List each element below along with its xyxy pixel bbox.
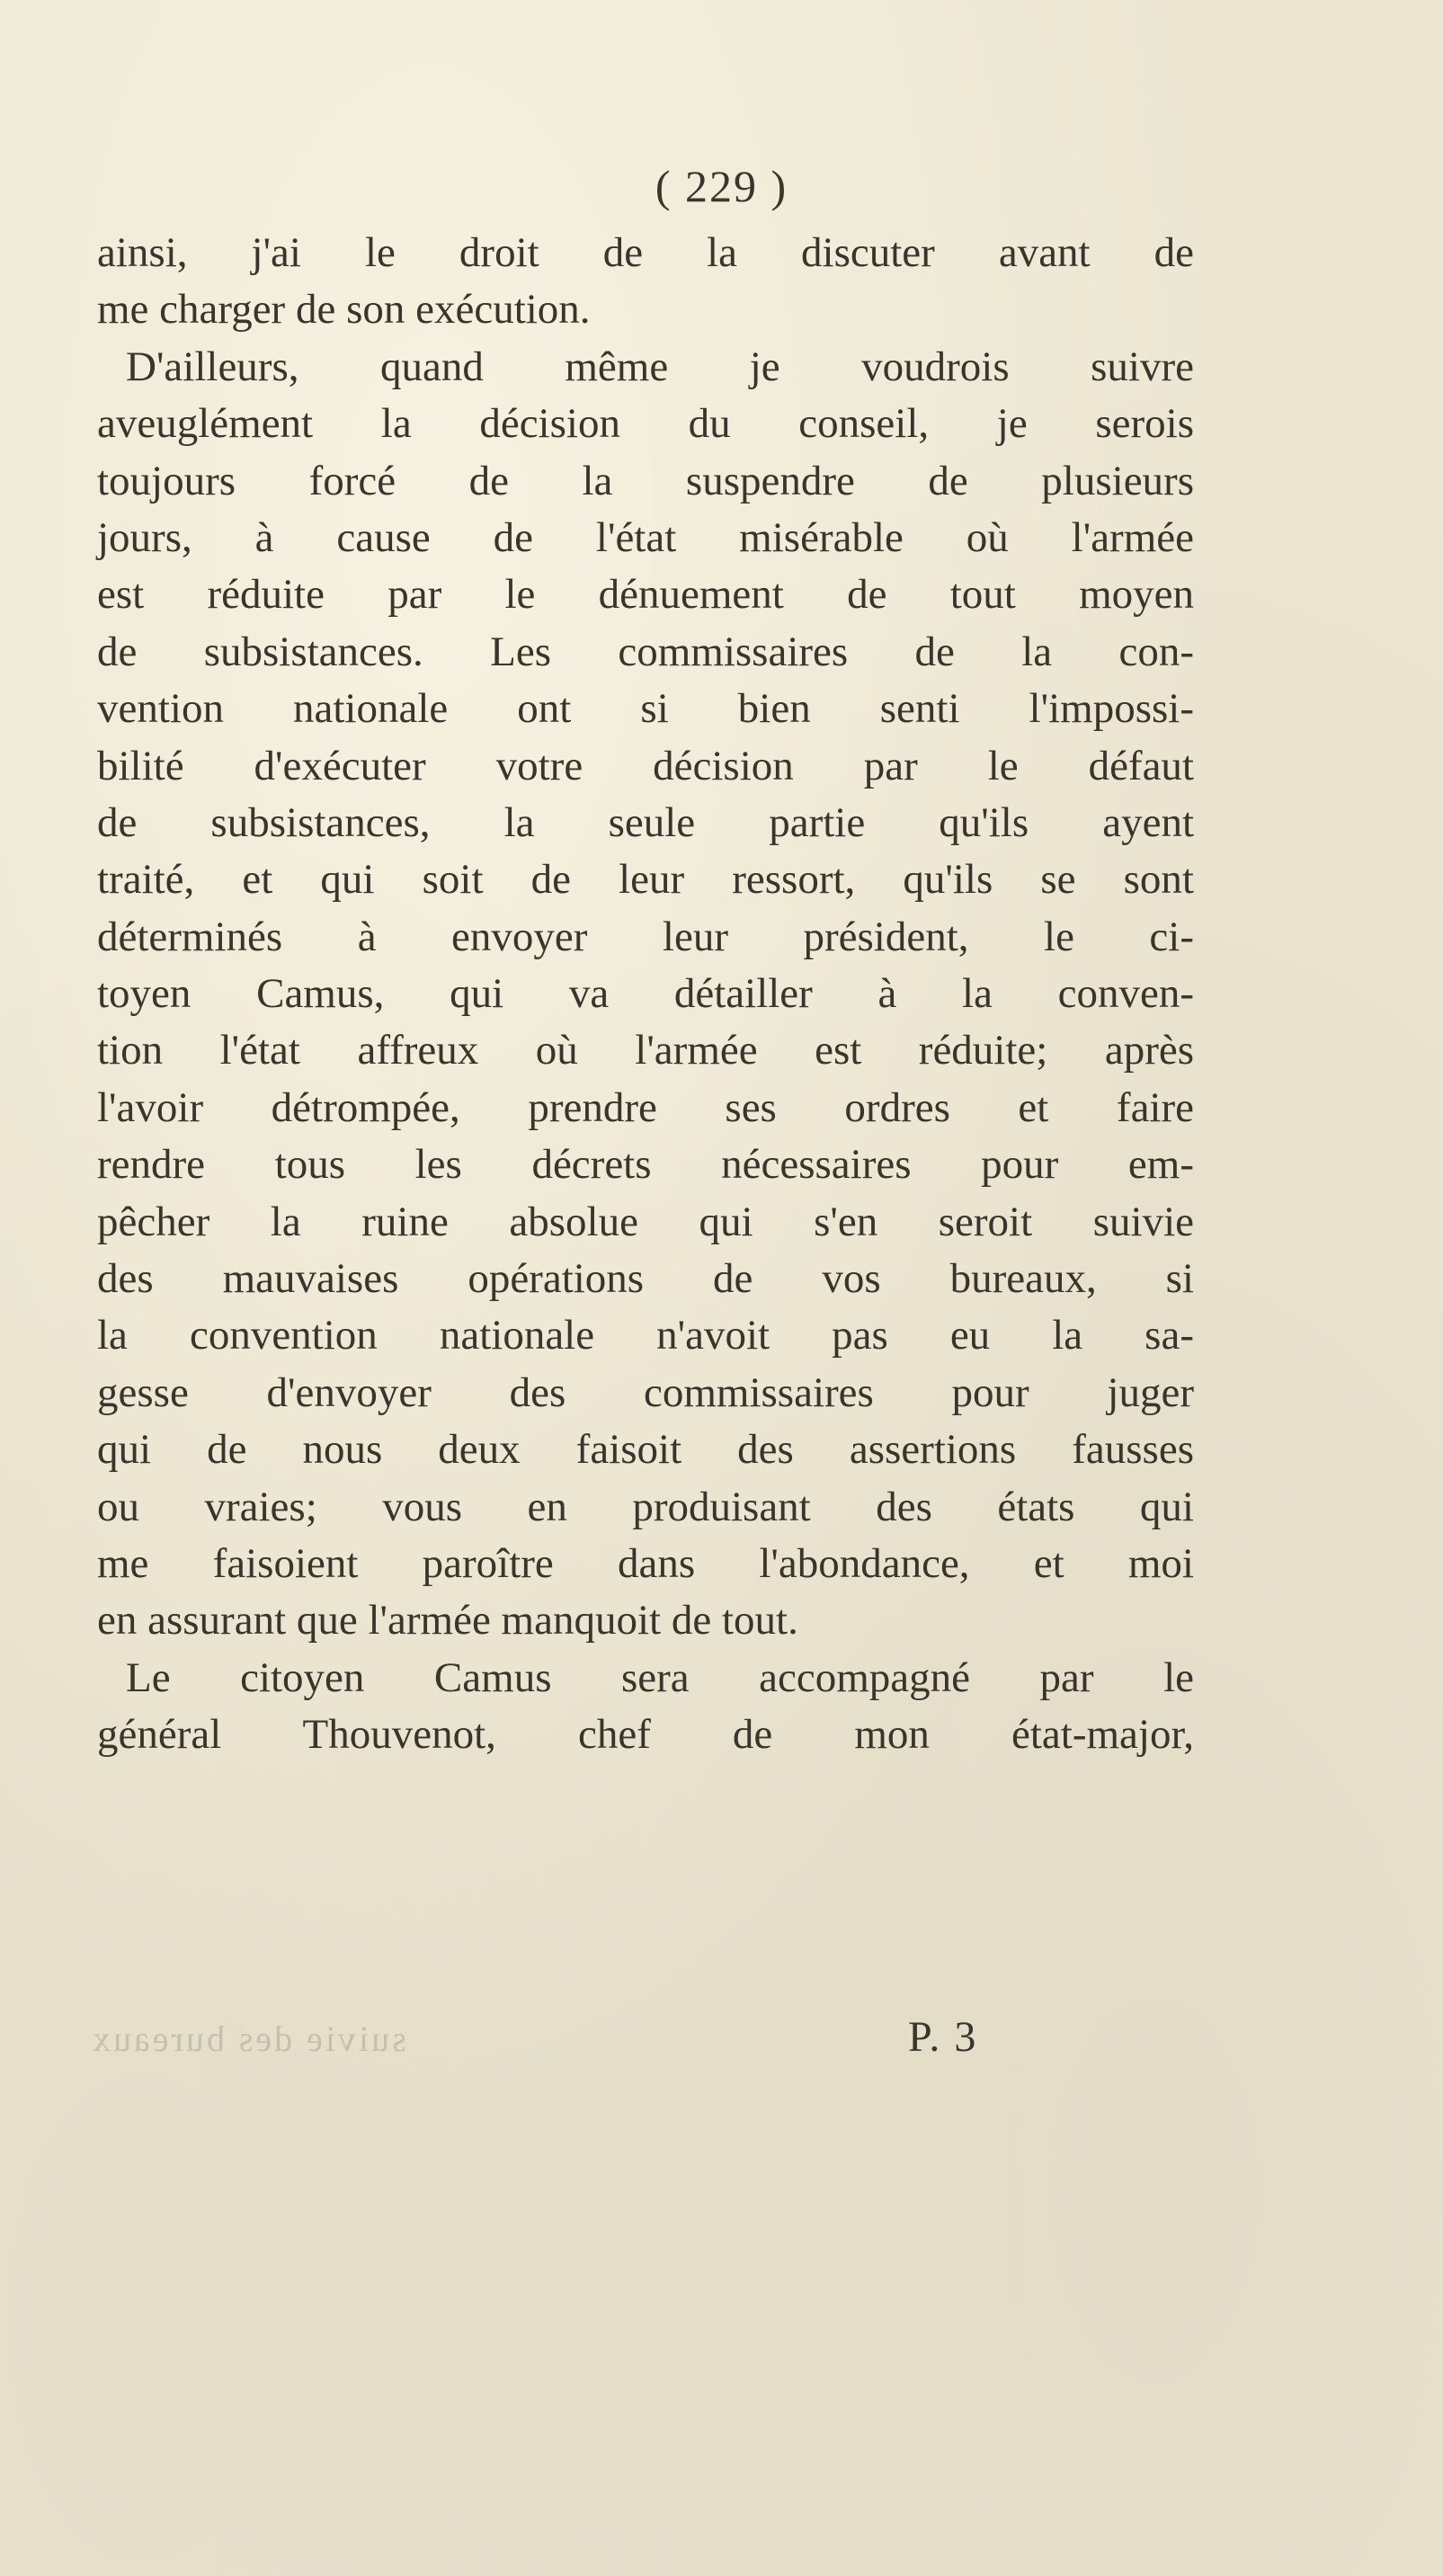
text-line: D'ailleurs, quand même je voudrois suivre (126, 343, 1194, 390)
text-line: est réduite par le dénuement de tout moyen (97, 571, 1194, 619)
text-line: l'avoir détrompée, prendre ses ordres et faire (97, 1083, 1194, 1131)
signature-mark: P. 3 (908, 2013, 978, 2061)
text-line: des mauvaises opérations de vos bureaux, si (97, 1255, 1194, 1303)
text-line: Le citoyen Camus sera accompagné par le (126, 1653, 1194, 1701)
text-line: ainsi, j'ai le droit de la discuter avant de (97, 229, 1194, 276)
text-line: gesse d'envoyer des commissaires pour juger (97, 1368, 1194, 1416)
text-line: la convention nationale n'avoit pas eu la sa- (97, 1312, 1194, 1359)
text-line: toyen Camus, qui va détailler à la conven- (97, 970, 1194, 1018)
text-line: pêcher la ruine absolue qui s'en seroit suivie (97, 1198, 1194, 1245)
text-line: traité, et qui soit de leur ressort, qu'ils se sont (97, 856, 1194, 904)
text-line: me charger de son exécution. (97, 286, 591, 334)
page-number: ( 229 ) (655, 161, 788, 211)
text-line: qui de nous deux faisoit des assertions fausses (97, 1426, 1194, 1474)
text-line: de subsistances. Les commissaires de la con- (97, 628, 1194, 675)
text-line: général Thouvenot, chef de mon état-major, (97, 1711, 1194, 1759)
text-line: bilité d'exécuter votre décision par le défaut (97, 742, 1194, 789)
text-line: toujours forcé de la suspendre de plusieurs (97, 457, 1194, 504)
text-line: en assurant que l'armée manquoit de tout. (97, 1597, 798, 1645)
text-line: tion l'état affreux où l'armée est réduite; après (97, 1027, 1194, 1074)
text-line: de subsistances, la seule partie qu'ils ayent (97, 798, 1194, 846)
text-line: jours, à cause de l'état misérable où l'armée (97, 513, 1194, 561)
text-line: vention nationale ont si bien senti l'impossi- (97, 685, 1194, 733)
body-text (97, 225, 1194, 1764)
text-line: aveuglément la décision du conseil, je serois (97, 400, 1194, 448)
text-line: me faisoient paroître dans l'abondance, et moi (97, 1539, 1194, 1587)
text-line: déterminés à envoyer leur président, le ci- (97, 913, 1194, 960)
text-line: ou vraies; vous en produisant des états qui (97, 1483, 1194, 1530)
text-line: rendre tous les décrets nécessaires pour em- (97, 1141, 1194, 1189)
bleed-through-text: suivie des bureaux (90, 2019, 406, 2059)
